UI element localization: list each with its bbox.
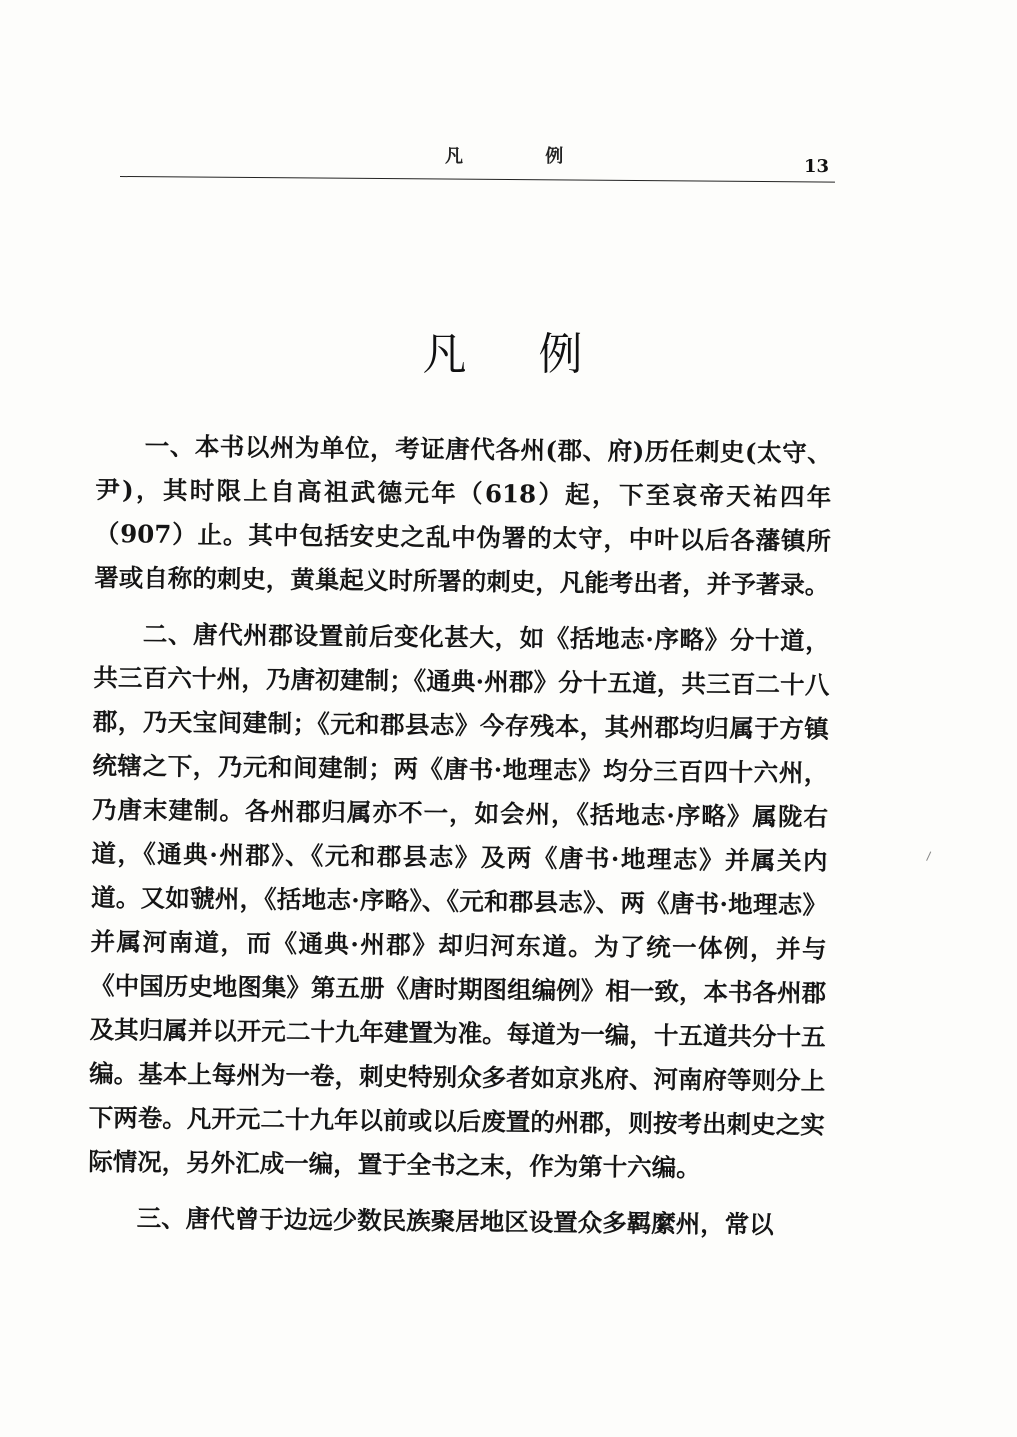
page-title: 凡例 bbox=[422, 329, 655, 380]
running-header bbox=[120, 138, 835, 188]
paragraph-1: 一、本书以州为单位，考证唐代各州(郡、府)历任刺史(太守、尹)，其时限上自高祖武德元年（618）起，下至哀帝天祐四年（907）止。其中包括安史之乱中伪署的太守，中叶以后各藩镇所署或自称的刺史，黄巢起义时所署的刺史，凡能考出者，并予著录。 bbox=[94, 431, 832, 600]
body-text bbox=[87, 424, 832, 1260]
page-number: 13 bbox=[803, 156, 829, 177]
header-rule bbox=[120, 176, 835, 183]
running-title: 凡 例 bbox=[445, 146, 602, 167]
scan-mark bbox=[926, 851, 935, 862]
paragraph-3: 三、唐代曾于边远少数民族聚居地区设置众多羁縻州，常以 bbox=[136, 1203, 774, 1240]
paragraph-2: 二、唐代州郡设置前后变化甚大，如《括地志·序略》分十道，共三百六十州，乃唐初建制；《通典·州郡》分十五道，共三百二十八郡，乃天宝间建制；《元和郡县志》今存残本，其州郡均归属于方镇统辖之下，乃元和间建制；两《唐书·地理志》均分三百四十六州，乃唐末建制。各州郡归属亦不一，如会州，《括地志·序略》属陇右道，《通典·州郡》、《元和郡县志》及两《唐书·地理志》并属关内道。又如虢州，《括地志·序略》、《元和郡县志》、两《唐书·地理志》并属河南道，而《通典·州郡》却归河东道。为了统一体例，并与《中国历史地图集》第五册《唐时期图组编例》相一致，本书各州郡及其归属并以开元二十九年建置为准。每道为一编，十五道共分十五编。基本上每州为一卷，刺史特别众多者如京兆府、河南府等则分上下两卷。凡开元二十九年以前或以后废置的州郡，则按考出刺史之实际情况，另外汇成一编，置于全书之末，作为第十六编。 bbox=[88, 619, 830, 1183]
